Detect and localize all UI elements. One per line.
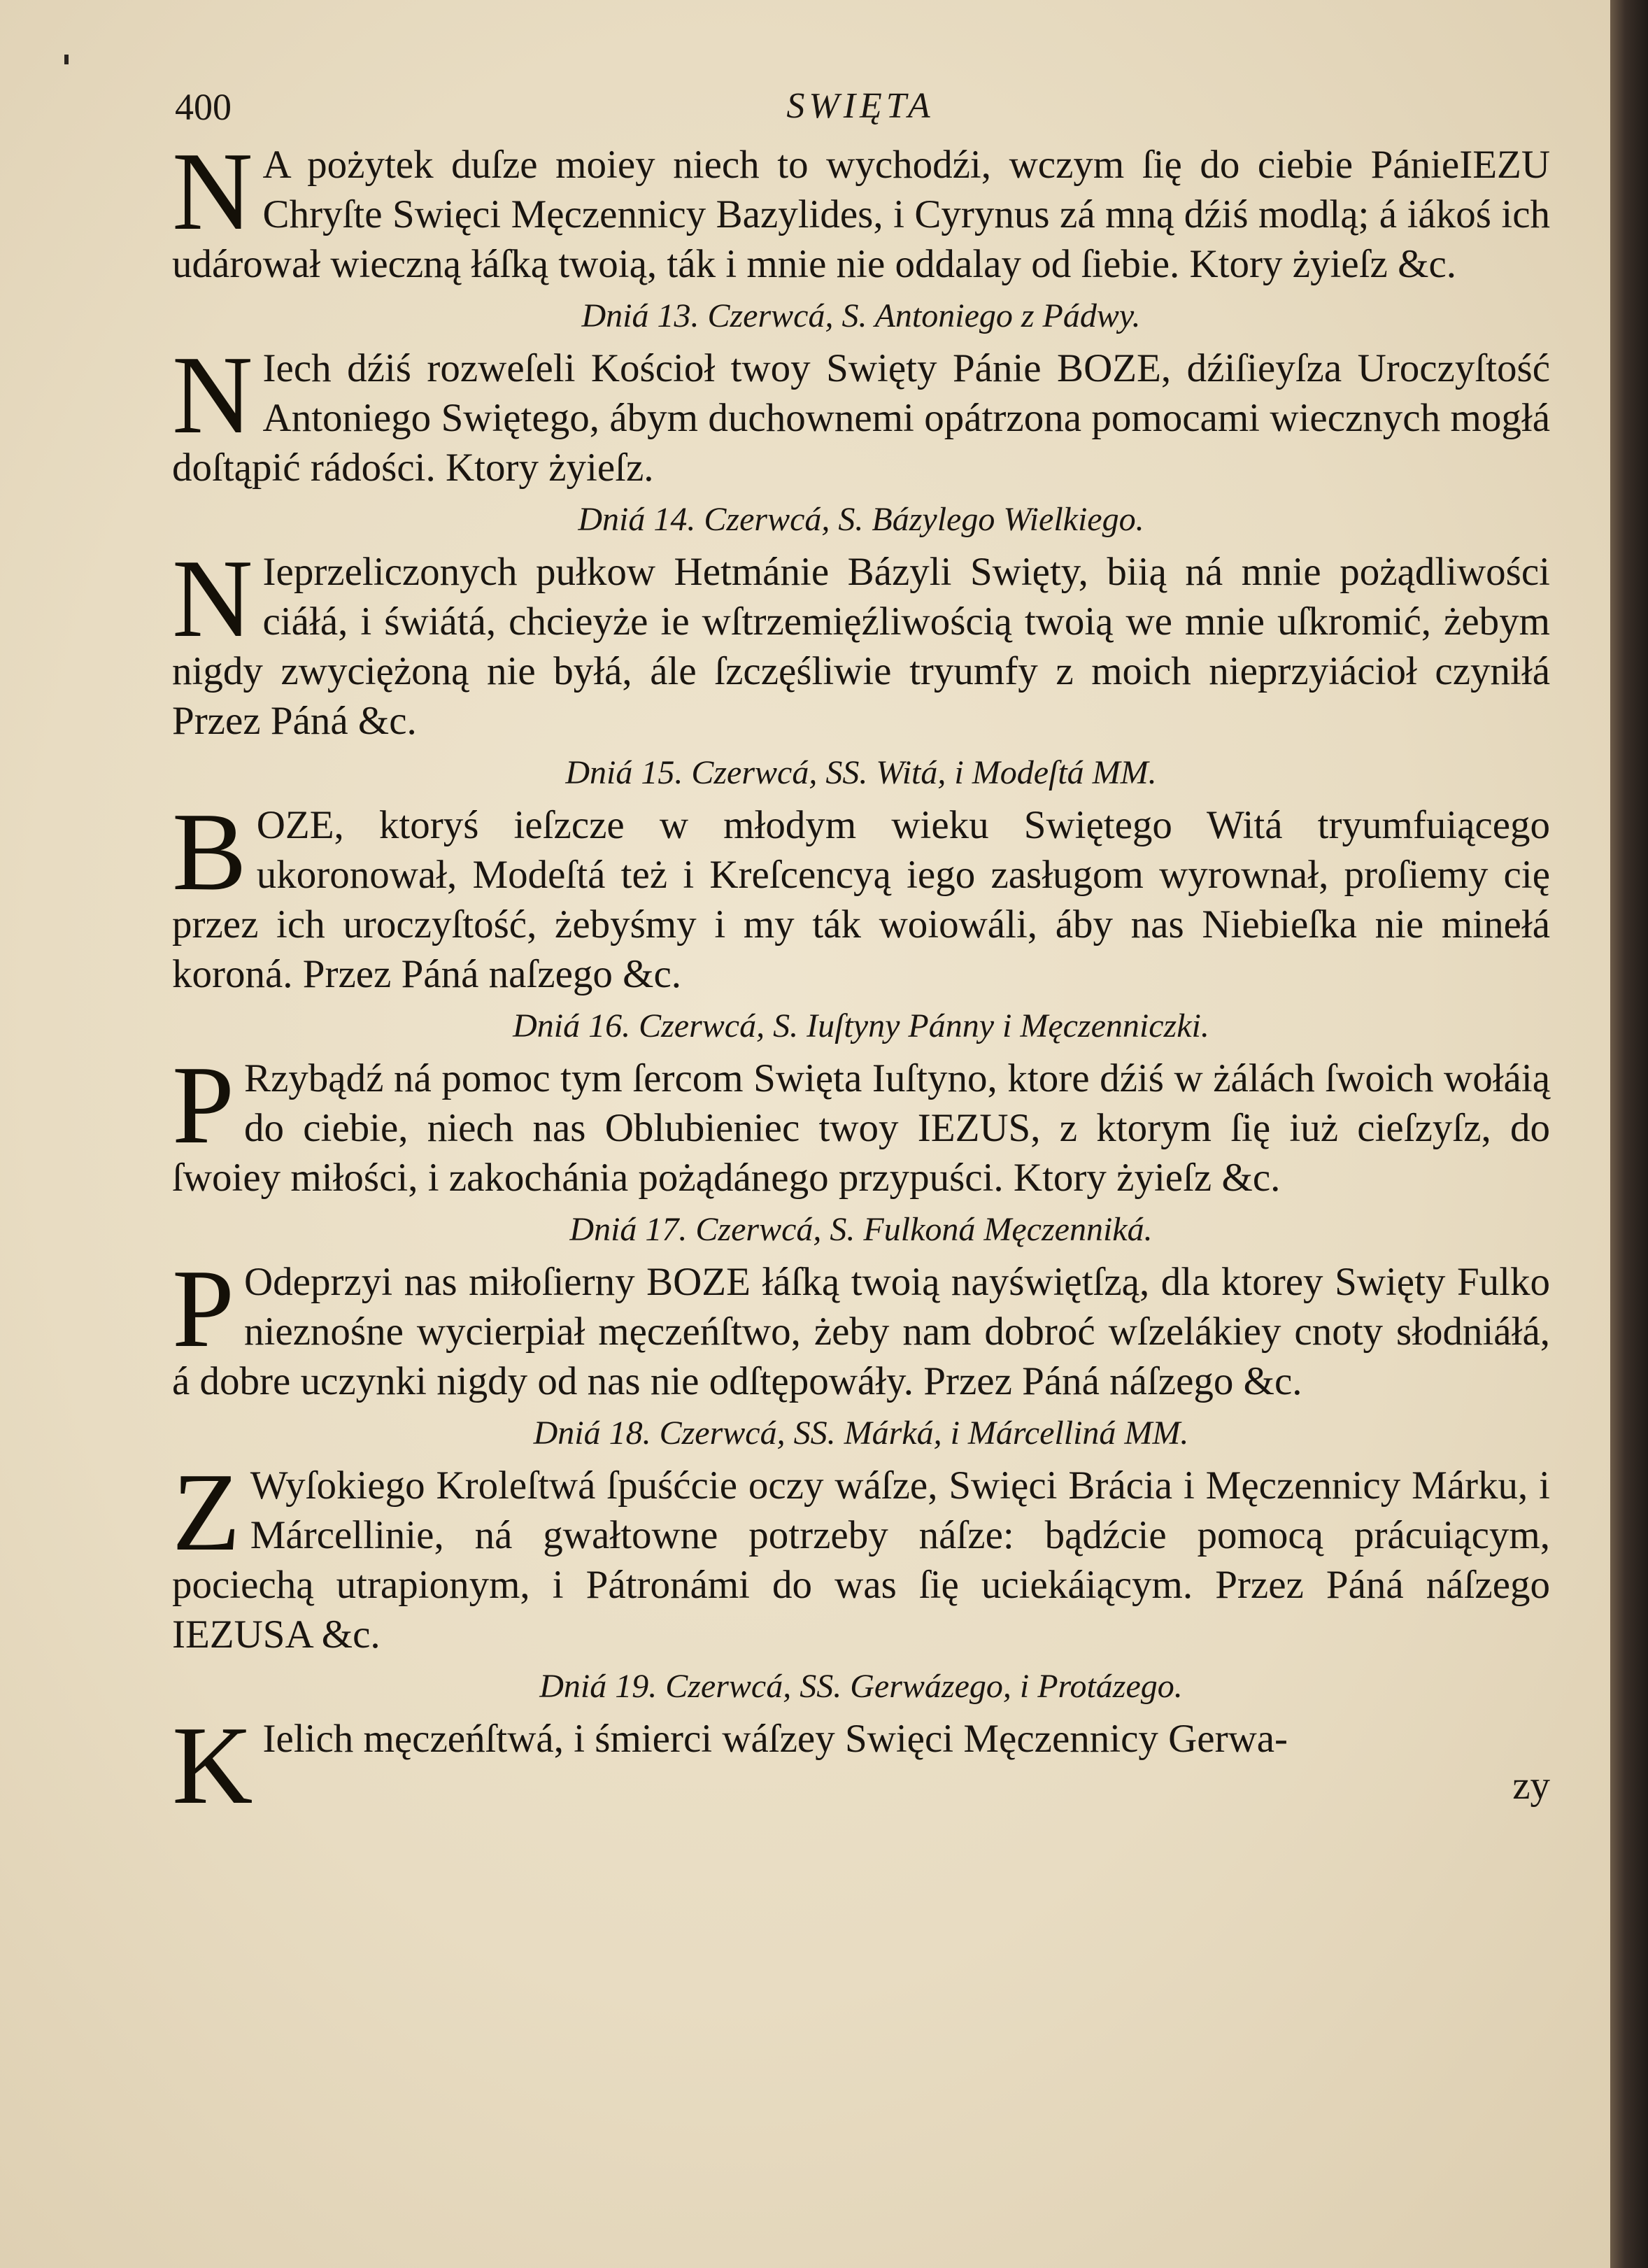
day-heading: Dniá 13. Czerwcá, S. Antoniego z Pádwy. [581,297,1141,334]
running-head: SWIĘTA [786,86,935,126]
drop-initial: Z [172,1450,241,1574]
day-heading: Dniá 14. Czerwcá, S. Bázylego Wielkiego. [578,501,1144,538]
prayer-paragraph [172,789,1550,999]
prayer-text: Wyſokiego Kroleſtwá ſpuśćcie oczy wáſze, Swięci Brácia i Męczennicy Márku, i Márcellinie, ná gwałtowne potrzeby náſze: bądźcie pomocą prácuiącym, pociechą utrapionym, i Pátronámi do was ſię uciekáiącym. Przez Páná náſzego IEZUSA &c. [172,1463,1550,1657]
page-header [175,85,1546,141]
drop-initial: B [172,789,247,914]
prayer-text: Iech dźiś rozweſeli Kościoł twoy Swięty Pánie BOZE, dźiſieyſza Uroczyſtość Antoniego Swiętego, ábym duchownemi opátrzona pomocami wiecznych mogłá doſtąpić rádości. Ktory żyieſz. [172,346,1550,490]
prayer-paragraph [172,1246,1550,1406]
prayer-paragraph [172,1450,1550,1659]
prayer-text: OZE, ktoryś ieſzcze w młodym wieku Swiętego Witá tryumfuiącego ukoronował, Modeſtá też i Kreſcencyą iego zasługom wyrownał, proſiemy cię przez ich uroczyſtość, żebyśmy i my ták woiowáli, áby nas Niebieſka nie minełá koroná. Przez Páná naſzego &c. [172,803,1550,996]
drop-initial: P [172,1246,234,1370]
ink-mark [64,55,69,64]
prayer-paragraph [172,536,1550,746]
drop-initial: N [172,332,253,457]
drop-initial: K [172,1703,253,1827]
book-gutter [1610,0,1648,2268]
prayer-text: Odeprzyi nas miłoſierny BOZE łáſką twoią nayświętſzą, dla ktorey Swięty Fulko nieznośne wycierpiał męczeńſtwo, żeby nam dobroć wſzelákiey cnoty słodniáłá, á dobre uczynki nigdy od nas nie odſtępowáły. Przez Páná náſzego &c. [172,1260,1550,1403]
day-heading: Dniá 16. Czerwcá, S. Iuſtyny Pánny i Męczenniczki. [513,1007,1209,1044]
drop-initial: N [172,129,253,253]
catchword: zy [1512,1764,1550,1808]
page-number: 400 [175,86,232,128]
day-heading: Dniá 18. Czerwcá, SS. Márká, i Márcelliná MM. [533,1415,1189,1452]
prayer-paragraph [172,332,1550,492]
prayer-paragraph [172,129,1550,289]
day-heading: Dniá 19. Czerwcá, SS. Gerwázego, i Protázego. [539,1668,1183,1705]
day-heading: Dniá 15. Czerwcá, SS. Witá, i Modeſtá MM. [565,754,1157,791]
prayer-text: A pożytek duſze moiey niech to wychodźi, wczym ſię do ciebie PánieIEZU Chryſte Swięci Męczennicy Bazylides, i Cyrynus zá mną dźiś modlą; á iákoś ich udárował wieczną łáſką twoią, ták i mnie nie oddalay od ſiebie. Ktory żyieſz &c. [172,143,1550,286]
day-heading: Dniá 17. Czerwcá, S. Fulkoná Męczenniká. [569,1211,1153,1248]
page-body [172,129,1550,1827]
drop-initial: P [172,1042,234,1167]
prayer-text: Ieprzeliczonych pułkow Hetmánie Bázyli Swięty, biią ná mnie pożądliwości ciáłá, i świátá, chcieyże ie wſtrzemięźliwością twoią we mnie uſkromić, żebym nigdy zwyciężoną nie byłá, ále ſzczęśliwie tryumfy z moich nieprzyiácioł czyniłá Przez Páná &c. [172,550,1550,743]
prayer-paragraph [172,1042,1550,1203]
prayer-text: Ielich męczeńſtwá, i śmierci wáſzey Swięci Męczennicy Gerwa- [262,1717,1288,1761]
prayer-text: Rzybądź ná pomoc tym ſercom Swięta Iuſtyno, ktore dźiś w żálách ſwoich wołáią do ciebie, niech nas Oblubieniec twoy IEZUS, z ktorym ſię iuż cieſzyſz, do ſwoiey miłości, i zakochánia pożądánego przypuści. Ktory żyieſz &c. [172,1056,1550,1200]
drop-initial: N [172,536,253,660]
